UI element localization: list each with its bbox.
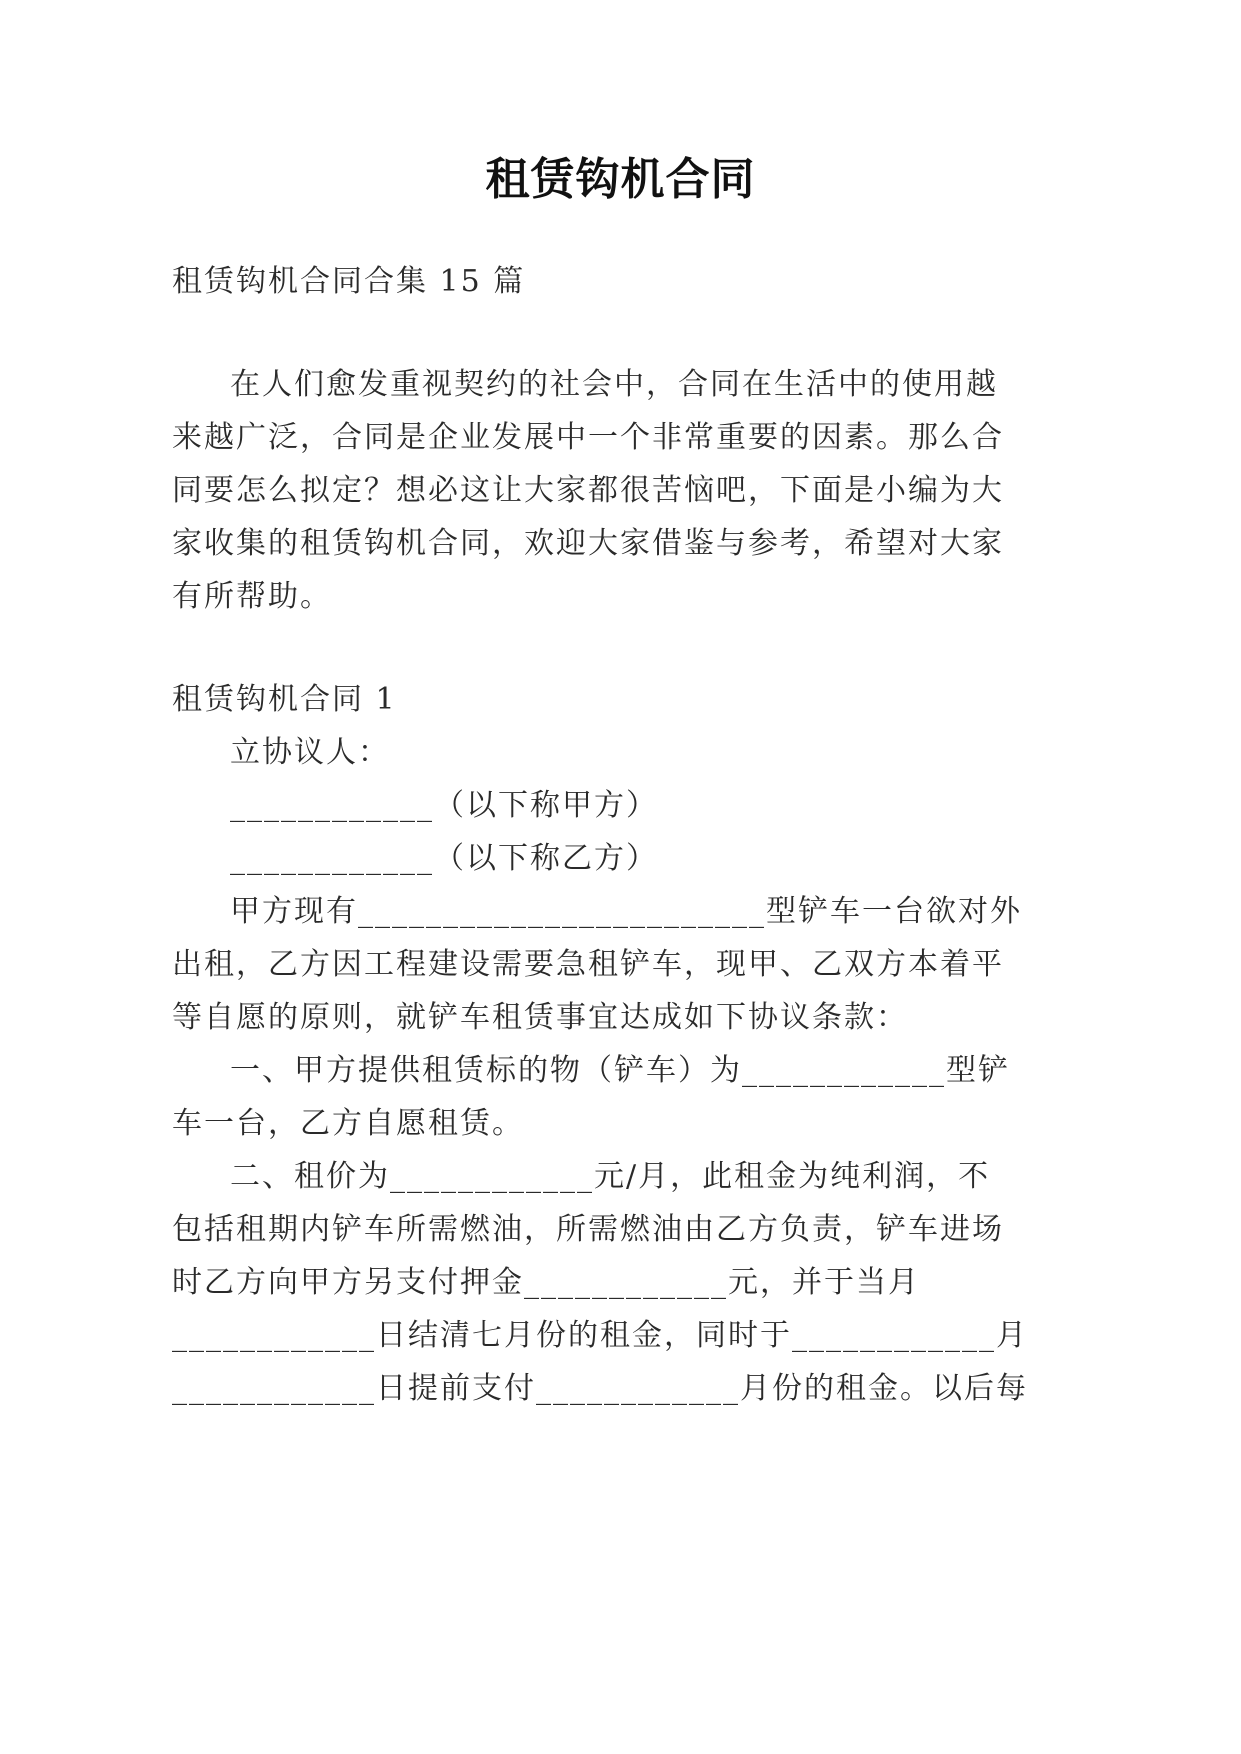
body-line: ____________日结清七月份的租金，同时于____________月 [172,1318,1028,1353]
body-line: ____________（以下称乙方） [230,841,658,876]
body-line: 时乙方向甲方另支付押金____________元，并于当月 [172,1265,920,1300]
intro-line: 来越广泛，合同是企业发展中一个非常重要的因素。那么合 [172,420,1004,455]
body-line: 等自愿的原则，就铲车租赁事宜达成如下协议条款： [172,1000,908,1035]
intro-line: 有所帮助。 [172,579,332,614]
section-heading: 租赁钩机合同 1 [172,682,397,717]
body-line: 车一台，乙方自愿租赁。 [172,1106,524,1141]
document-subtitle: 租赁钩机合同合集 15 篇 [172,264,526,299]
intro-line: 家收集的租赁钩机合同，欢迎大家借鉴与参考，希望对大家 [172,526,1004,561]
body-line: 包括租期内铲车所需燃油，所需燃油由乙方负责，铲车进场 [172,1212,1004,1247]
intro-line: 同要怎么拟定？想必这让大家都很苦恼吧，下面是小编为大 [172,473,1004,508]
body-line: ____________日提前支付____________月份的租金。以后每 [172,1371,1028,1406]
intro-line: 在人们愈发重视契约的社会中，合同在生活中的使用越 [230,367,998,402]
body-line: ____________（以下称甲方） [230,788,658,823]
document-title: 租赁钩机合同 [485,154,756,205]
body-line: 一、甲方提供租赁标的物（铲车）为____________型铲 [230,1053,1010,1088]
body-line: 出租，乙方因工程建设需要急租铲车，现甲、乙双方本着平 [172,947,1004,982]
body-line: 立协议人： [230,735,390,770]
body-line: 二、租价为____________元/月，此租金为纯利润，不 [230,1159,991,1194]
body-line: 甲方现有________________________型铲车一台欲对外 [230,894,1022,929]
